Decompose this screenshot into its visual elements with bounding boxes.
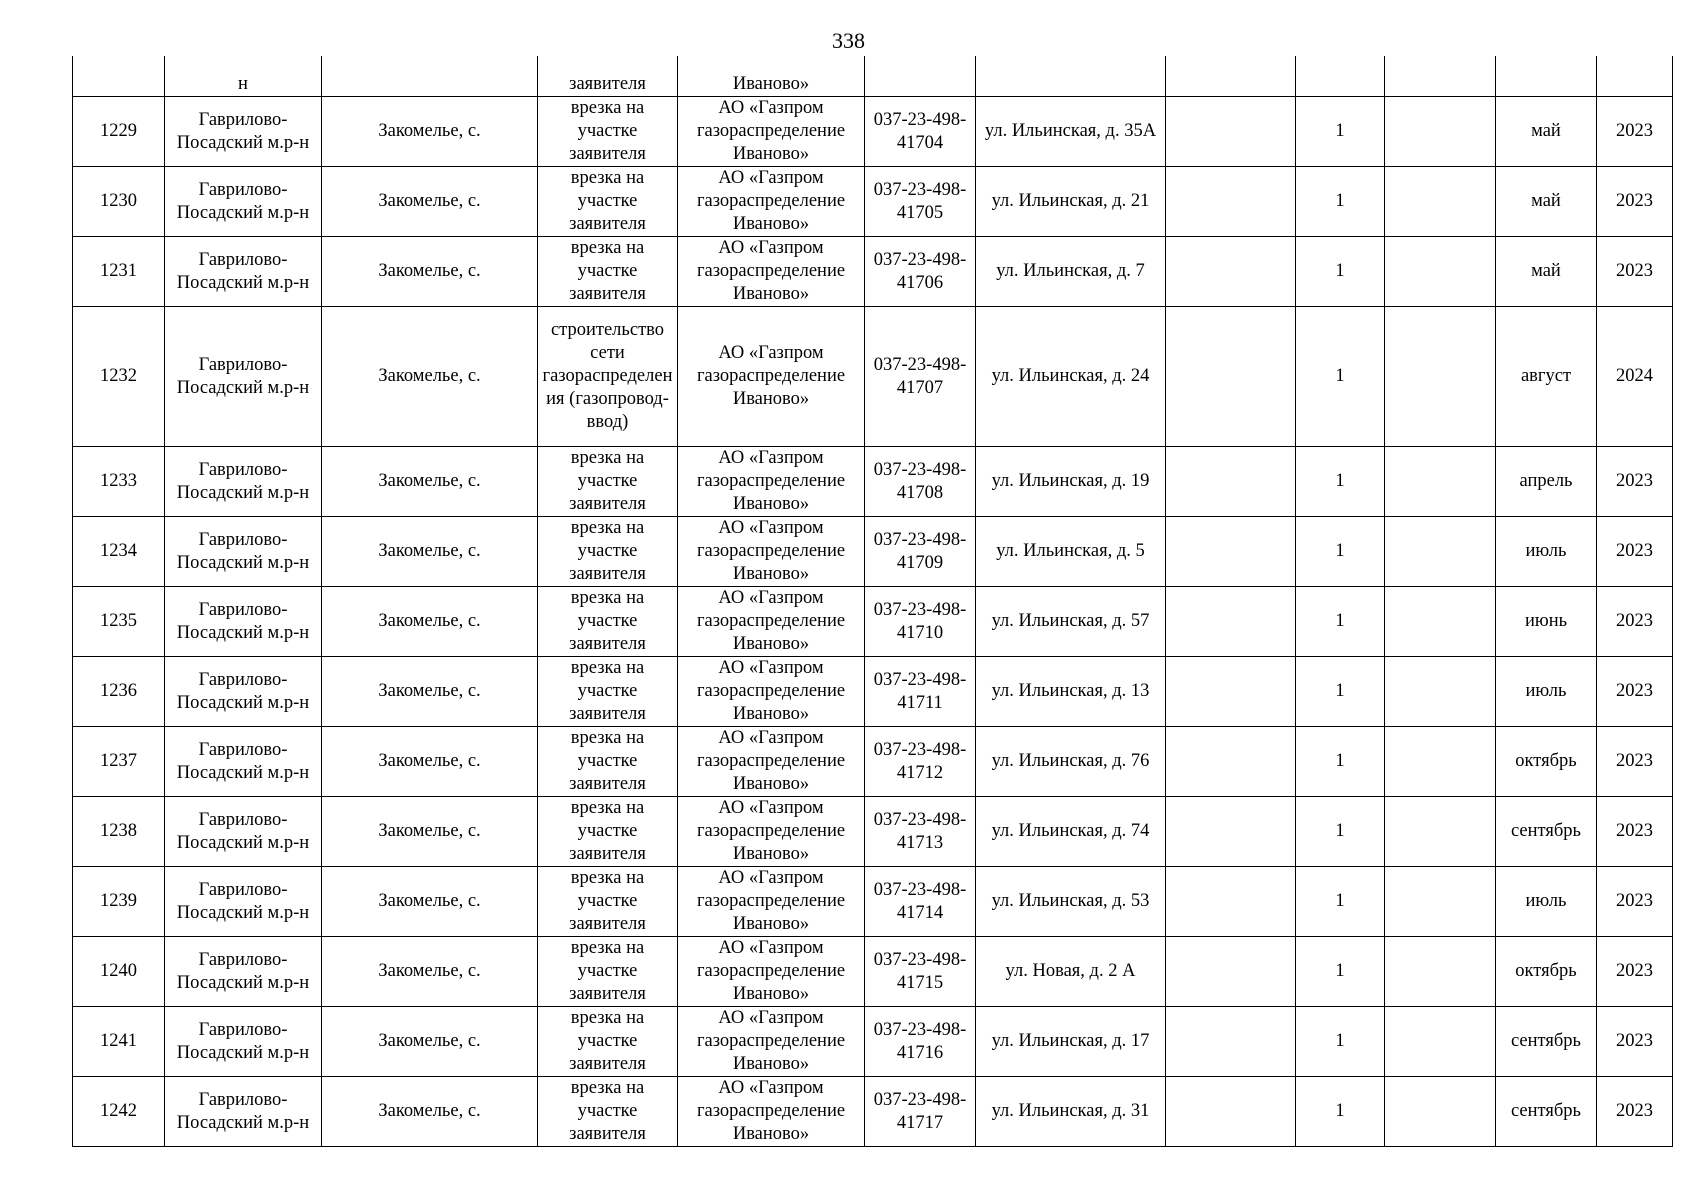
cell-year: 2023: [1597, 1007, 1673, 1077]
cell-work: врезка на участке заявителя: [538, 237, 678, 307]
cell-empty-1: [1166, 727, 1296, 797]
cell-settlement: Закомелье, с.: [322, 517, 538, 587]
cell-org: АО «Газпром газораспределение Иваново»: [678, 517, 865, 587]
cell-address: ул. Ильинская, д. 24: [976, 307, 1166, 447]
cell-settlement: Закомелье, с.: [322, 1077, 538, 1147]
cell-empty-2: [1385, 727, 1496, 797]
cell-settlement: Закомелье, с.: [322, 727, 538, 797]
cell-empty-1: [1166, 307, 1296, 447]
table-row: [73, 167, 1673, 237]
cell-empty-1: [1166, 447, 1296, 517]
cell-num: 1229: [73, 97, 165, 167]
cell-address: ул. Новая, д. 2 А: [976, 937, 1166, 1007]
cell-code: 037-23-498-41708: [865, 447, 976, 517]
cell-district: Гаврилово-Посадский м.р-н: [165, 167, 322, 237]
table-row: [73, 517, 1673, 587]
cell-code: 037-23-498-41711: [865, 657, 976, 727]
cell-code: 037-23-498-41716: [865, 1007, 976, 1077]
cell-address: ул. Ильинская, д. 21: [976, 167, 1166, 237]
cell-code: 037-23-498-41705: [865, 167, 976, 237]
cell-year: 2023: [1597, 517, 1673, 587]
cell-month: май: [1496, 97, 1597, 167]
cell-empty-2: [1385, 517, 1496, 587]
cell-org: АО «Газпром газораспределение Иваново»: [678, 727, 865, 797]
cell-empty-1: [1166, 1077, 1296, 1147]
cell-year: 2023: [1597, 797, 1673, 867]
cell-year: 2023: [1597, 1077, 1673, 1147]
cell-district: Гаврилово-Посадский м.р-н: [165, 797, 322, 867]
cell-qty: [1296, 56, 1385, 97]
cell-org: АО «Газпром газораспределение Иваново»: [678, 307, 865, 447]
cell-qty: 1: [1296, 237, 1385, 307]
cell-org: АО «Газпром газораспределение Иваново»: [678, 937, 865, 1007]
cell-work: врезка на участке заявителя: [538, 727, 678, 797]
table-row-continued: [73, 56, 1673, 97]
cell-work: врезка на участке заявителя: [538, 937, 678, 1007]
cell-address: ул. Ильинская, д. 7: [976, 237, 1166, 307]
cell-code: 037-23-498-41717: [865, 1077, 976, 1147]
cell-org: АО «Газпром газораспределение Иваново»: [678, 447, 865, 517]
cell-month: июль: [1496, 517, 1597, 587]
table-row: [73, 1007, 1673, 1077]
cell-org: АО «Газпром газораспределение Иваново»: [678, 1077, 865, 1147]
table-row: [73, 307, 1673, 447]
cell-month: октябрь: [1496, 937, 1597, 1007]
cell-num: 1235: [73, 587, 165, 657]
cell-empty-1: [1166, 56, 1296, 97]
cell-empty-2: [1385, 56, 1496, 97]
cell-district: Гаврилово-Посадский м.р-н: [165, 657, 322, 727]
cell-empty-1: [1166, 97, 1296, 167]
table-row: [73, 97, 1673, 167]
cell-qty: 1: [1296, 657, 1385, 727]
table-row: [73, 587, 1673, 657]
cell-settlement: Закомелье, с.: [322, 1007, 538, 1077]
cell-empty-1: [1166, 237, 1296, 307]
cell-address: ул. Ильинская, д. 19: [976, 447, 1166, 517]
cell-year: 2023: [1597, 727, 1673, 797]
cell-qty: 1: [1296, 97, 1385, 167]
cell-settlement: Закомелье, с.: [322, 937, 538, 1007]
cell-empty-2: [1385, 657, 1496, 727]
cell-year: 2023: [1597, 657, 1673, 727]
cell-district: Гаврилово-Посадский м.р-н: [165, 587, 322, 657]
cell-qty: 1: [1296, 517, 1385, 587]
cell-district: Гаврилово-Посадский м.р-н: [165, 517, 322, 587]
cell-org: АО «Газпром газораспределение Иваново»: [678, 657, 865, 727]
cell-qty: 1: [1296, 1007, 1385, 1077]
table-row: [73, 657, 1673, 727]
cell-settlement: Закомелье, с.: [322, 867, 538, 937]
cell-address: ул. Ильинская, д. 53: [976, 867, 1166, 937]
cell-work: врезка на участке заявителя: [538, 797, 678, 867]
cell-empty-1: [1166, 657, 1296, 727]
cell-address: ул. Ильинская, д. 17: [976, 1007, 1166, 1077]
cell-district: Гаврилово-Посадский м.р-н: [165, 97, 322, 167]
cell-org: АО «Газпром газораспределение Иваново»: [678, 167, 865, 237]
cell-code: 037-23-498-41706: [865, 237, 976, 307]
cell-year: 2023: [1597, 447, 1673, 517]
cell-district: н: [165, 56, 322, 97]
gasification-schedule-table: [72, 56, 1673, 1147]
cell-district: Гаврилово-Посадский м.р-н: [165, 307, 322, 447]
cell-empty-2: [1385, 447, 1496, 517]
cell-num: 1232: [73, 307, 165, 447]
cell-empty-1: [1166, 587, 1296, 657]
cell-empty-2: [1385, 937, 1496, 1007]
cell-address: ул. Ильинская, д. 57: [976, 587, 1166, 657]
table-row: [73, 727, 1673, 797]
cell-code: 037-23-498-41715: [865, 937, 976, 1007]
cell-code: [865, 56, 976, 97]
cell-empty-1: [1166, 167, 1296, 237]
cell-month: июнь: [1496, 587, 1597, 657]
cell-month: сентябрь: [1496, 797, 1597, 867]
cell-year: 2023: [1597, 937, 1673, 1007]
cell-work: врезка на участке заявителя: [538, 97, 678, 167]
cell-num: 1234: [73, 517, 165, 587]
cell-empty-2: [1385, 1077, 1496, 1147]
cell-empty-1: [1166, 937, 1296, 1007]
cell-org: АО «Газпром газораспределение Иваново»: [678, 797, 865, 867]
cell-month: [1496, 56, 1597, 97]
cell-org: Иваново»: [678, 56, 865, 97]
cell-settlement: Закомелье, с.: [322, 797, 538, 867]
cell-qty: 1: [1296, 937, 1385, 1007]
cell-empty-1: [1166, 1007, 1296, 1077]
cell-num: 1231: [73, 237, 165, 307]
cell-work: врезка на участке заявителя: [538, 867, 678, 937]
cell-address: ул. Ильинская, д. 5: [976, 517, 1166, 587]
cell-work: врезка на участке заявителя: [538, 447, 678, 517]
cell-num: 1236: [73, 657, 165, 727]
cell-qty: 1: [1296, 727, 1385, 797]
cell-empty-2: [1385, 237, 1496, 307]
page-number: 338: [832, 28, 865, 53]
cell-district: Гаврилово-Посадский м.р-н: [165, 237, 322, 307]
cell-year: 2023: [1597, 167, 1673, 237]
cell-code: 037-23-498-41710: [865, 587, 976, 657]
cell-month: апрель: [1496, 447, 1597, 517]
cell-num: 1239: [73, 867, 165, 937]
cell-num: 1241: [73, 1007, 165, 1077]
cell-empty-1: [1166, 517, 1296, 587]
cell-code: 037-23-498-41712: [865, 727, 976, 797]
cell-district: Гаврилово-Посадский м.р-н: [165, 1007, 322, 1077]
cell-qty: 1: [1296, 307, 1385, 447]
cell-work: врезка на участке заявителя: [538, 587, 678, 657]
cell-qty: 1: [1296, 447, 1385, 517]
table-row: [73, 797, 1673, 867]
cell-year: 2023: [1597, 97, 1673, 167]
cell-settlement: Закомелье, с.: [322, 587, 538, 657]
cell-empty-2: [1385, 1007, 1496, 1077]
cell-work: заявителя: [538, 56, 678, 97]
cell-qty: 1: [1296, 1077, 1385, 1147]
cell-num: 1238: [73, 797, 165, 867]
cell-month: май: [1496, 167, 1597, 237]
cell-empty-1: [1166, 867, 1296, 937]
cell-org: АО «Газпром газораспределение Иваново»: [678, 97, 865, 167]
cell-address: [976, 56, 1166, 97]
cell-num: 1230: [73, 167, 165, 237]
cell-org: АО «Газпром газораспределение Иваново»: [678, 237, 865, 307]
cell-code: 037-23-498-41707: [865, 307, 976, 447]
cell-qty: 1: [1296, 867, 1385, 937]
cell-num: 1233: [73, 447, 165, 517]
cell-district: Гаврилово-Посадский м.р-н: [165, 937, 322, 1007]
cell-year: 2023: [1597, 587, 1673, 657]
cell-district: Гаврилово-Посадский м.р-н: [165, 447, 322, 517]
cell-empty-2: [1385, 587, 1496, 657]
cell-empty-2: [1385, 797, 1496, 867]
cell-qty: 1: [1296, 797, 1385, 867]
cell-org: АО «Газпром газораспределение Иваново»: [678, 587, 865, 657]
cell-address: ул. Ильинская, д. 31: [976, 1077, 1166, 1147]
cell-work: врезка на участке заявителя: [538, 657, 678, 727]
cell-qty: 1: [1296, 587, 1385, 657]
cell-empty-1: [1166, 797, 1296, 867]
cell-settlement: Закомелье, с.: [322, 237, 538, 307]
cell-num: 1240: [73, 937, 165, 1007]
cell-address: ул. Ильинская, д. 74: [976, 797, 1166, 867]
cell-code: 037-23-498-41704: [865, 97, 976, 167]
cell-year: 2023: [1597, 867, 1673, 937]
cell-work: врезка на участке заявителя: [538, 517, 678, 587]
cell-year: 2023: [1597, 237, 1673, 307]
cell-empty-2: [1385, 167, 1496, 237]
cell-qty: 1: [1296, 167, 1385, 237]
table-row: [73, 937, 1673, 1007]
cell-year: 2024: [1597, 307, 1673, 447]
cell-month: сентябрь: [1496, 1077, 1597, 1147]
cell-month: октябрь: [1496, 727, 1597, 797]
cell-district: Гаврилово-Посадский м.р-н: [165, 727, 322, 797]
cell-month: август: [1496, 307, 1597, 447]
cell-work: строительство сети газораспределения (газопровод-ввод): [538, 307, 678, 447]
cell-empty-2: [1385, 307, 1496, 447]
cell-work: врезка на участке заявителя: [538, 167, 678, 237]
cell-district: Гаврилово-Посадский м.р-н: [165, 1077, 322, 1147]
table-row: [73, 1077, 1673, 1147]
cell-settlement: Закомелье, с.: [322, 657, 538, 727]
cell-code: 037-23-498-41714: [865, 867, 976, 937]
cell-num: 1237: [73, 727, 165, 797]
cell-work: врезка на участке заявителя: [538, 1007, 678, 1077]
cell-empty-2: [1385, 867, 1496, 937]
cell-code: 037-23-498-41709: [865, 517, 976, 587]
cell-month: сентябрь: [1496, 1007, 1597, 1077]
cell-empty-2: [1385, 97, 1496, 167]
cell-address: ул. Ильинская, д. 35А: [976, 97, 1166, 167]
cell-org: АО «Газпром газораспределение Иваново»: [678, 867, 865, 937]
table-row: [73, 447, 1673, 517]
cell-settlement: Закомелье, с.: [322, 97, 538, 167]
table-row: [73, 867, 1673, 937]
cell-district: Гаврилово-Посадский м.р-н: [165, 867, 322, 937]
cell-address: ул. Ильинская, д. 76: [976, 727, 1166, 797]
cell-settlement: [322, 56, 538, 97]
cell-code: 037-23-498-41713: [865, 797, 976, 867]
cell-num: 1242: [73, 1077, 165, 1147]
cell-num: [73, 56, 165, 97]
cell-settlement: Закомелье, с.: [322, 447, 538, 517]
cell-year: [1597, 56, 1673, 97]
cell-month: июль: [1496, 657, 1597, 727]
cell-month: май: [1496, 237, 1597, 307]
table-row: [73, 237, 1673, 307]
cell-address: ул. Ильинская, д. 13: [976, 657, 1166, 727]
cell-work: врезка на участке заявителя: [538, 1077, 678, 1147]
cell-settlement: Закомелье, с.: [322, 307, 538, 447]
cell-org: АО «Газпром газораспределение Иваново»: [678, 1007, 865, 1077]
cell-month: июль: [1496, 867, 1597, 937]
cell-settlement: Закомелье, с.: [322, 167, 538, 237]
